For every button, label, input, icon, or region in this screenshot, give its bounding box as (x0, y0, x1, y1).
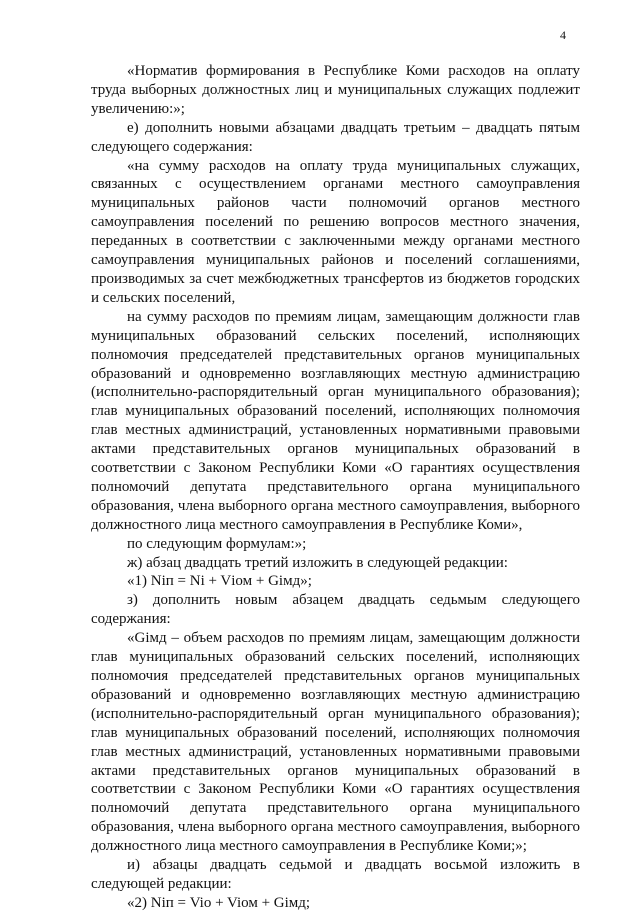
paragraph-item-zh: ж) абзац двадцать третий изложить в следующей редакции: (127, 554, 508, 571)
paragraph-salary-expenses: «на сумму расходов на оплату труда муниципальных служащих, связанных с осуществлением органами местного самоуправления муниципальных районов части полномочий органов местного самоуправления поселений по решению вопросов местного значения, переданных в соответствии с заключенными между органами местного самоуправления муниципальных районов и поселений соглашениями, производимых за счет межбюджетных трансфертов из бюджетов городских и сельских поселений, (91, 157, 580, 306)
paragraph-norm-formation: «Норматив формирования в Республике Коми расходов на оплату труда выборных должностных лиц и муниципальных служащих подлежит увеличению:»; (91, 63, 580, 117)
paragraph-formulas-intro: по следующим формулам:»; (127, 535, 307, 552)
paragraph-bonus-expenses: на сумму расходов по премиям лицам, замещающим должности глав муниципальных образований сельских поселений, исполняющих полномочия председателей представительных органов муниципальных образований и одновременно возглавляющих местную администрацию (исполнительно-распорядительный орган муниципального образования); глав муниципальных образований поселений, исполняющих полномочия глав местных администраций, установленных нормативными правовыми актами представительных органов муниципальных образований в соответствии с Законом Республики Коми «О гарантиях осуществления полномочий депутата представительного органа муниципального образования, члена выборного органа местного самоуправления, выборного должностного лица местного самоуправления в Республике Коми», (91, 308, 580, 533)
paragraph-item-e: е) дополнить новыми абзацами двадцать третьим – двадцать пятым следующего содержания: (91, 119, 580, 155)
paragraph-item-z: з) дополнить новым абзацем двадцать седьмым следующего содержания: (91, 592, 580, 628)
formula-2: «2) Niп = Vio + Viом + Gімд; (127, 894, 311, 911)
formula-1: «1) Nіп = Ni + Vіом + Gімд»; (127, 573, 312, 590)
page-number: 4 (560, 28, 566, 42)
document-body (91, 62, 580, 913)
paragraph-gimd-definition: «Gімд – объем расходов по премиям лицам, замещающим должности глав муниципальных образований сельских поселений, исполняющих полномочия председателей представительных органов муниципальных образований и одновременно возглавляющих местную администрацию (исполнительно-распорядительный орган муниципального образования); глав муниципальных образований поселений, исполняющих полномочия глав местных администраций, установленных нормативными правовыми актами представительных органов муниципальных образований в соответствии с Законом Республики Коми «О гарантиях осуществления полномочий депутата представительного органа муниципального образования, члена выборного органа местного самоуправления, выборного должностного лица местного самоуправления в Республике Коми;»; (91, 630, 580, 855)
paragraph-item-i: и) абзацы двадцать седьмой и двадцать восьмой изложить в следующей редакции: (91, 857, 580, 892)
